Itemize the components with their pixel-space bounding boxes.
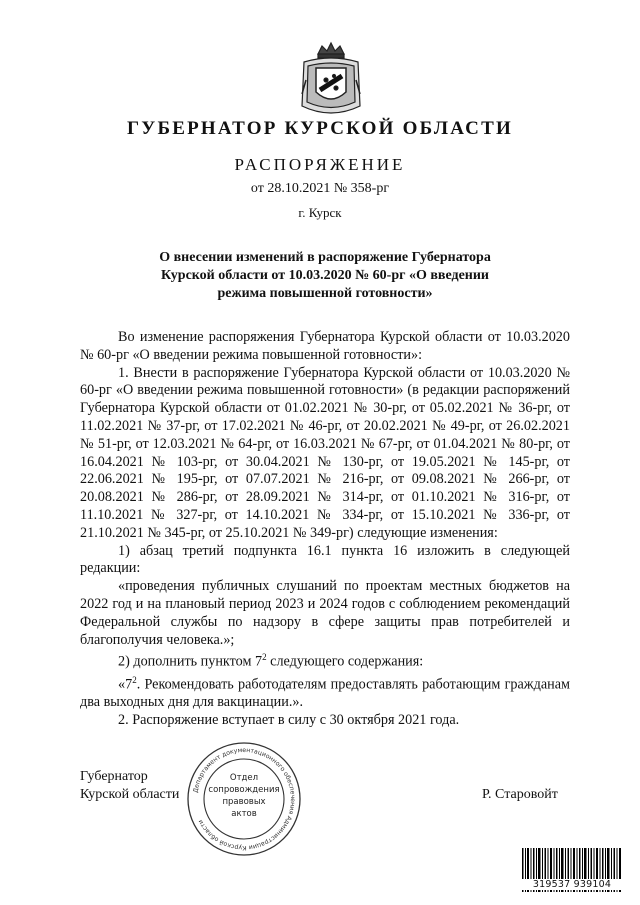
signatory-position-line-2: Курской области xyxy=(80,786,180,802)
paragraph-item-1: 1. Внести в распоряжение Губернатора Курской области от 10.03.2020 № 60-рг «О введении режима повышенной готовности» (в редакции распоряжений Губернатора Курской области от 01.02.2021 № 30-рг, от 05.02.2021 № 36-рг, от 11.02.2021 № 37-рг, от 17.02.2021 № 46-рг, от 20.02.2021 № 49-рг, от 26.02.2021 № 51-рг, от 12.03.2021 № 64-рг, от 16.03.2021 № 67-рг, от 01.04.2021 № 80-рг, от 16.04.2021 № 103-рг, от 30.04.2021 № 130-рг, от 19.05.2021 № 145-рг, от 22.06.2021 № 195-рг, от 07.07.2021 № 216-рг, от 09.08.2021 № 266-рг, от 20.08.2021 № 286-рг, от 28.09.2021 № 314-рг, от 01.10.2021 № 316-рг, от 11.10.2021 № 327-рг, от 14.10.2021 № 334-рг, от 15.10.2021 № 336-рг, от 21.10.2021 № 345-рг, от 25.10.2021 № 349-рг) следующие изменения: xyxy=(80,364,570,541)
stamp-line-1: Отдел xyxy=(229,773,259,783)
subject-line-1: О внесении изменений в распоряжение Губернатора xyxy=(159,250,491,265)
signatory-name: Р. Старовойт xyxy=(482,787,558,802)
paragraph-subitem-1: 1) абзац третий подпункта 16.1 пункта 16 изложить в следующей редакции: xyxy=(80,542,570,577)
document-subject xyxy=(120,249,530,303)
stamp-line-3: правовых xyxy=(222,797,266,807)
stamp-seal xyxy=(185,740,303,858)
paragraph-preamble: Во изменение распоряжения Губернатора Курской области от 10.03.2020 № 60-рг «О введении режима повышенной готовности»: xyxy=(80,329,570,363)
document-date-number: от 28.10.2021 № 358-рг xyxy=(250,181,390,196)
subject-line-3: режима повышенной готовности» xyxy=(217,286,433,301)
paragraph-quote-2: «$7^2$. Рекомендовать работодателям предоставлять работающим гражданам два выходных дня для вакцинации.». xyxy=(80,674,570,711)
subject-line-2: Курской области от 10.03.2020 № 60-рг «О введении xyxy=(160,268,489,283)
coat-of-arms-icon xyxy=(296,40,366,120)
paragraph-subitem-2: 2) дополнить пунктом $7^2$ следующего содержания: xyxy=(118,652,424,671)
document-body xyxy=(80,329,570,730)
barcode-number: 319537 939104 xyxy=(520,879,624,890)
signatory-position-line-1: Губернатор xyxy=(80,769,148,784)
governor-title: ГУБЕРНАТОР КУРСКОЙ ОБЛАСТИ xyxy=(127,118,513,139)
paragraph-quote-1: «проведения публичных слушаний по проектам местных бюджетов на 2022 год и на плановый период 2023 и 2024 годов с соблюдением рекомендаций Федеральной службы по надзору в сфере защиты прав потребителей и благополучия человека.»; xyxy=(80,578,570,648)
signatory-position xyxy=(80,768,179,803)
document-city: г. Курск xyxy=(298,205,342,220)
paragraph-item-2: 2. Распоряжение вступает в силу с 30 октября 2021 года. xyxy=(118,712,460,729)
stamp-line-4: актов xyxy=(231,809,257,819)
stamp-ring-text: Департамент документационного обеспечения Администрации Курской области xyxy=(192,746,297,852)
document-type: РАСПОРЯЖЕНИЕ xyxy=(234,155,406,174)
stamp-line-2: сопровождения xyxy=(208,785,280,795)
